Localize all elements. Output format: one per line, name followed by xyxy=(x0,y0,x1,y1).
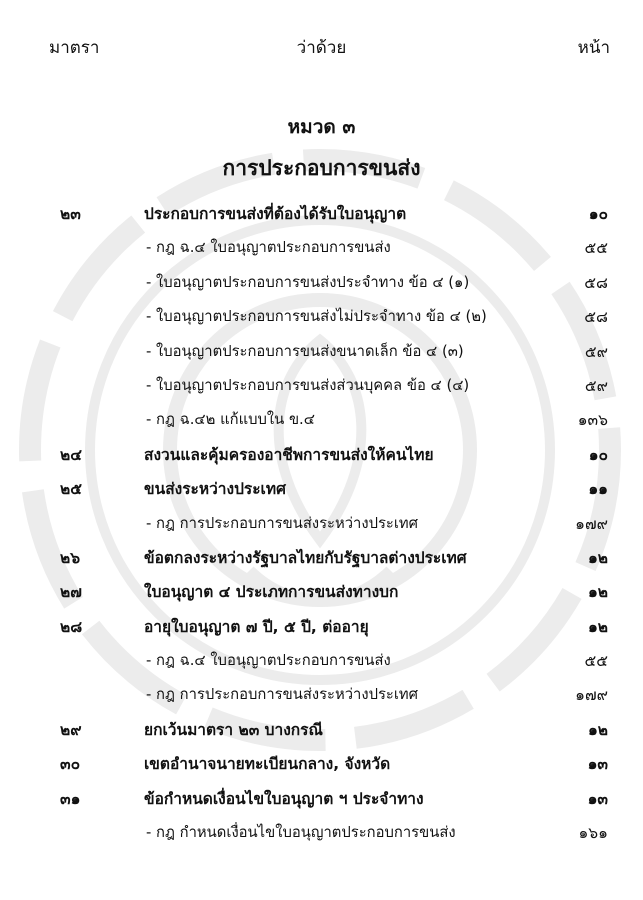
page-number: ๑๗๙ xyxy=(575,514,608,533)
page-number: ๕๙ xyxy=(584,342,608,361)
toc-subentry-row xyxy=(0,298,643,332)
section-title: เขตอำนาจนายทะเบียนกลาง, จังหวัด xyxy=(144,755,391,774)
subentry-title: - ใบอนุญาตประกอบการขนส่งส่วนบุคคล ข้อ ๔ (๔) xyxy=(146,376,470,394)
toc-section-row xyxy=(0,780,643,814)
toc-section-row xyxy=(0,608,643,642)
subentry-title: - กฎ ฉ.๔ ใบอนุญาตประกอบการขนส่ง xyxy=(146,239,391,257)
toc-subentry-row xyxy=(0,814,643,848)
section-number: ๓๑ xyxy=(60,789,81,808)
section-number: ๒๘ xyxy=(60,617,83,636)
toc-section-row xyxy=(0,711,643,745)
section-title: ข้อตกลงระหว่างรัฐบาลไทยกับรัฐบาลต่างประเทศ xyxy=(144,548,467,567)
page-number: ๕๕ xyxy=(584,652,608,671)
subentry-title: - กฎ การประกอบการขนส่งระหว่างประเทศ xyxy=(146,514,419,532)
page-number: ๑๗๙ xyxy=(575,686,608,705)
section-number: ๒๔ xyxy=(60,445,82,464)
section-number: ๒๙ xyxy=(60,720,82,739)
page-number: ๕๙ xyxy=(584,376,608,395)
page-number: ๑๑ xyxy=(588,480,608,499)
subentry-title: - กฎ การประกอบการขนส่งระหว่างประเทศ xyxy=(146,686,419,704)
page-header xyxy=(0,34,643,64)
toc-subentry-row xyxy=(0,367,643,401)
subentry-title: - กฎ ฉ.๔ ใบอนุญาตประกอบการขนส่ง xyxy=(146,652,391,670)
section-title: ยกเว้นมาตรา ๒๓ บางกรณี xyxy=(144,720,323,739)
page-number: ๑๓ xyxy=(587,789,608,808)
toc-section-row xyxy=(0,195,643,229)
section-title: ขนส่งระหว่างประเทศ xyxy=(144,480,286,499)
section-number: ๒๓ xyxy=(60,205,81,223)
toc-subentry-row xyxy=(0,505,643,539)
page-number: ๑๒ xyxy=(587,583,608,602)
section-title: ใบอนุญาต ๔ ประเภทการขนส่งทางบก xyxy=(144,583,399,602)
subentry-title: - กฎ กำหนดเงื่อนไขใบอนุญาตประกอบการขนส่ง xyxy=(146,824,456,842)
toc-subentry-row xyxy=(0,264,643,298)
page-number: ๑๓๖ xyxy=(577,411,608,430)
section-title: ข้อกำหนดเงื่อนไขใบอนุญาต ฯ ประจำทาง xyxy=(144,789,424,808)
section-title: สงวนและคุ้มครองอาชีพการขนส่งให้คนไทย xyxy=(144,445,434,464)
page-number: ๑๖๑ xyxy=(578,824,608,843)
toc-subentry-row xyxy=(0,333,643,367)
toc-subentry-row xyxy=(0,229,643,263)
subentry-title: - กฎ ฉ.๔๒ แก้แบบใน ข.๔ xyxy=(146,411,315,429)
page-number: ๑๐ xyxy=(588,205,608,223)
section-number: ๓๐ xyxy=(60,755,81,774)
page-number: ๑๐ xyxy=(588,445,608,464)
chapter-number: หมวด ๓ xyxy=(287,116,356,138)
column-header-subject: ว่าด้วย xyxy=(296,38,347,58)
section-number: ๒๗ xyxy=(60,583,82,602)
page-number: ๑๓ xyxy=(587,755,608,774)
section-number: ๒๕ xyxy=(60,480,82,499)
page-number: ๑๒ xyxy=(587,720,608,739)
column-header-page: หน้า xyxy=(577,38,610,58)
toc-section-row xyxy=(0,470,643,504)
table-of-contents xyxy=(0,195,643,848)
section-title: ประกอบการขนส่งที่ต้องได้รับใบอนุญาต xyxy=(144,205,407,223)
page-number: ๕๘ xyxy=(584,273,608,292)
toc-section-row xyxy=(0,539,643,573)
section-number: ๒๖ xyxy=(60,548,81,567)
chapter-title: การประกอบการขนส่ง xyxy=(222,156,421,180)
page-number: ๑๒ xyxy=(587,548,608,567)
subentry-title: - ใบอนุญาตประกอบการขนส่งประจำทาง ข้อ ๔ (๑) xyxy=(146,273,470,291)
page-number: ๑๒ xyxy=(587,617,608,636)
toc-subentry-row xyxy=(0,676,643,710)
toc-subentry-row xyxy=(0,401,643,435)
toc-subentry-row xyxy=(0,642,643,676)
subentry-title: - ใบอนุญาตประกอบการขนส่งขนาดเล็ก ข้อ ๔ (๓) xyxy=(146,342,464,360)
page-number: ๕๘ xyxy=(584,308,608,327)
toc-section-row xyxy=(0,745,643,779)
toc-section-row xyxy=(0,573,643,607)
toc-section-row xyxy=(0,436,643,470)
page-number: ๕๕ xyxy=(584,239,608,258)
column-header-section: มาตรา xyxy=(49,38,100,58)
section-title: อายุใบอนุญาต ๗ ปี, ๕ ปี, ต่ออายุ xyxy=(144,617,369,636)
subentry-title: - ใบอนุญาตประกอบการขนส่งไม่ประจำทาง ข้อ ๔ (๒) xyxy=(146,308,487,326)
